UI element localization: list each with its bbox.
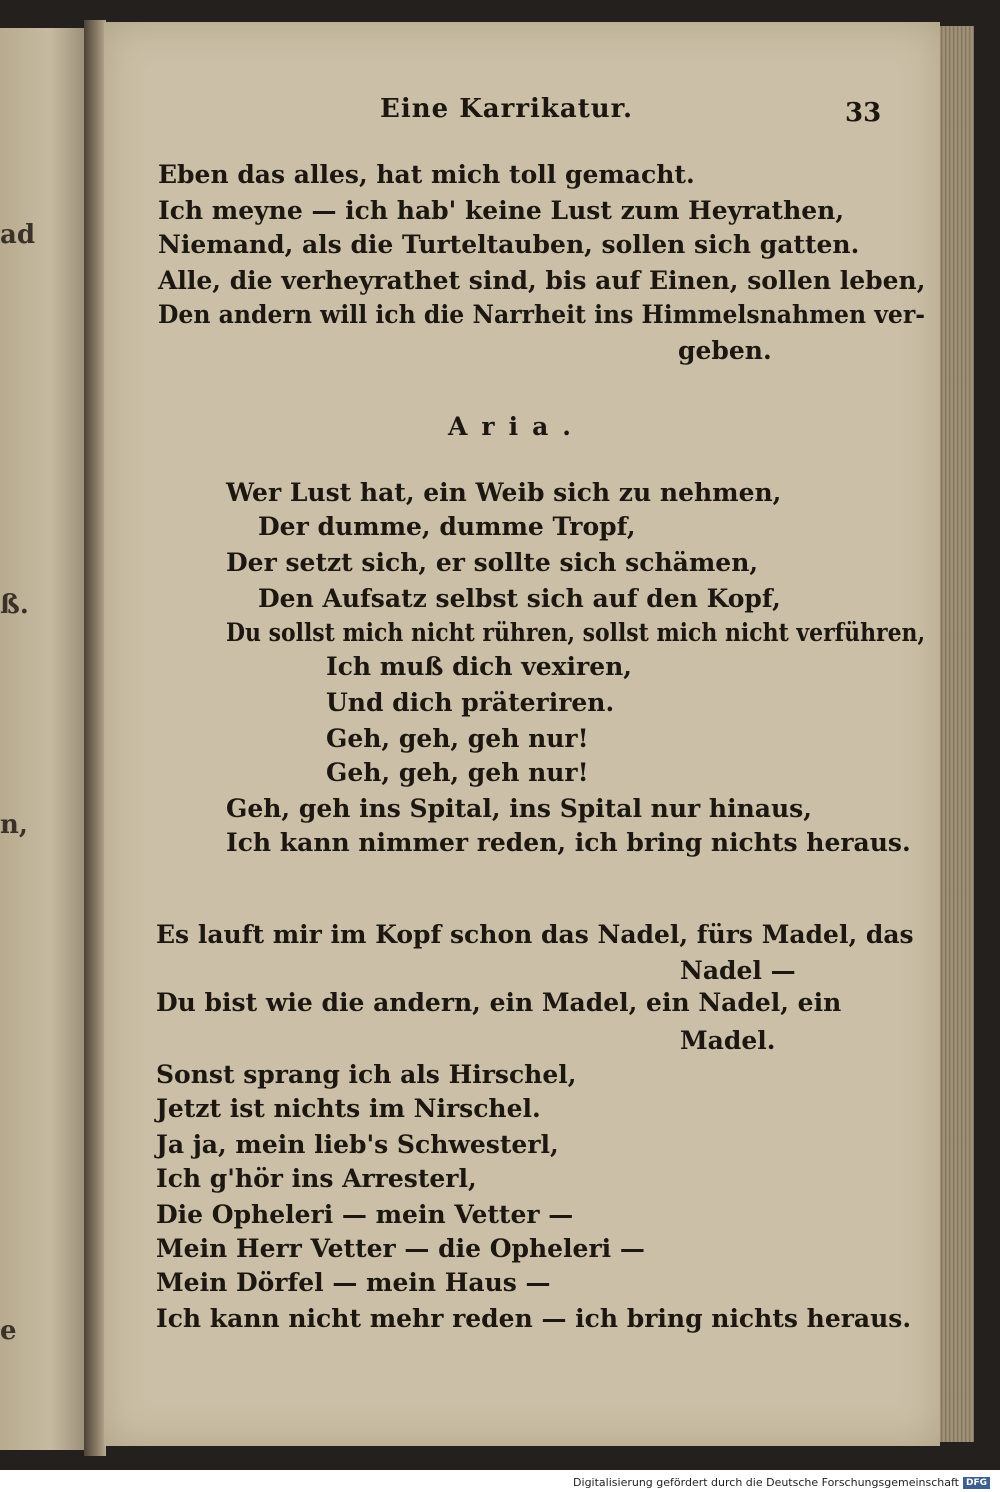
running-head: Eine Karrikatur.	[380, 94, 634, 124]
text-line: Jetzt ist nichts im Nirschel.	[156, 1094, 541, 1123]
digitization-credit	[573, 1476, 990, 1489]
left-page-fragment: n,	[0, 810, 28, 840]
credit-text: Digitalisierung gefördert durch die Deutsche Forschungsgemeinschaft	[573, 1476, 959, 1489]
text-line: Mein Herr Vetter — die Opheleri —	[156, 1234, 645, 1263]
left-page-fragment: ß.	[0, 590, 29, 620]
text-line: Den andern will ich die Narrheit ins Himmelsnahmen ver-	[158, 300, 926, 329]
aria-heading: Aria.	[448, 412, 585, 441]
text-line: Und dich präteriren.	[326, 688, 615, 717]
page-edges	[938, 26, 974, 1442]
text-line: Geh, geh, geh nur!	[326, 724, 589, 753]
text-line: Eben das alles, hat mich toll gemacht.	[158, 160, 695, 189]
text-line: Mein Dörfel — mein Haus —	[156, 1268, 551, 1297]
text-line: Nadel —	[680, 956, 796, 985]
page-number: 33	[845, 98, 882, 128]
text-line: Es lauft mir im Kopf schon das Nadel, fürs Madel, das	[156, 920, 914, 949]
text-line: Ja ja, mein lieb's Schwesterl,	[156, 1130, 559, 1159]
left-page-fragment: e	[0, 1316, 17, 1346]
text-line: Alle, die verheyrathet sind, bis auf Einen, sollen leben,	[158, 266, 926, 295]
book-gutter	[84, 20, 106, 1456]
text-line: Ich muß dich vexiren,	[326, 652, 632, 681]
text-line: Der dumme, dumme Tropf,	[258, 512, 636, 541]
left-page-edge	[0, 28, 84, 1450]
text-line: Der setzt sich, er sollte sich schämen,	[226, 548, 759, 577]
left-page-fragment: ad	[0, 220, 36, 250]
text-line: Ich meyne — ich hab' keine Lust zum Heyrathen,	[158, 196, 845, 225]
text-line: Wer Lust hat, ein Weib sich zu nehmen,	[226, 478, 782, 507]
text-line: Geh, geh, geh nur!	[326, 758, 589, 787]
text-line: Die Opheleri — mein Vetter —	[156, 1200, 574, 1229]
text-line: Niemand, als die Turteltauben, sollen sich gatten.	[158, 230, 860, 259]
text-line: Du sollst mich nicht rühren, sollst mich nicht verführen,	[226, 618, 926, 647]
text-line: Den Aufsatz selbst sich auf den Kopf,	[258, 584, 781, 613]
text-line: Madel.	[680, 1026, 776, 1055]
text-line: Ich kann nimmer reden, ich bring nichts heraus.	[226, 828, 911, 857]
text-line: Sonst sprang ich als Hirschel,	[156, 1060, 577, 1089]
text-line: Ich g'hör ins Arresterl,	[156, 1164, 477, 1193]
dfg-logo-icon: DFG	[963, 1477, 990, 1489]
text-line: Ich kann nicht mehr reden — ich bring nichts heraus.	[156, 1304, 912, 1333]
text-line: Du bist wie die andern, ein Madel, ein Nadel, ein	[156, 988, 842, 1017]
text-line: Geh, geh ins Spital, ins Spital nur hinaus,	[226, 794, 812, 823]
text-line: geben.	[678, 336, 772, 365]
